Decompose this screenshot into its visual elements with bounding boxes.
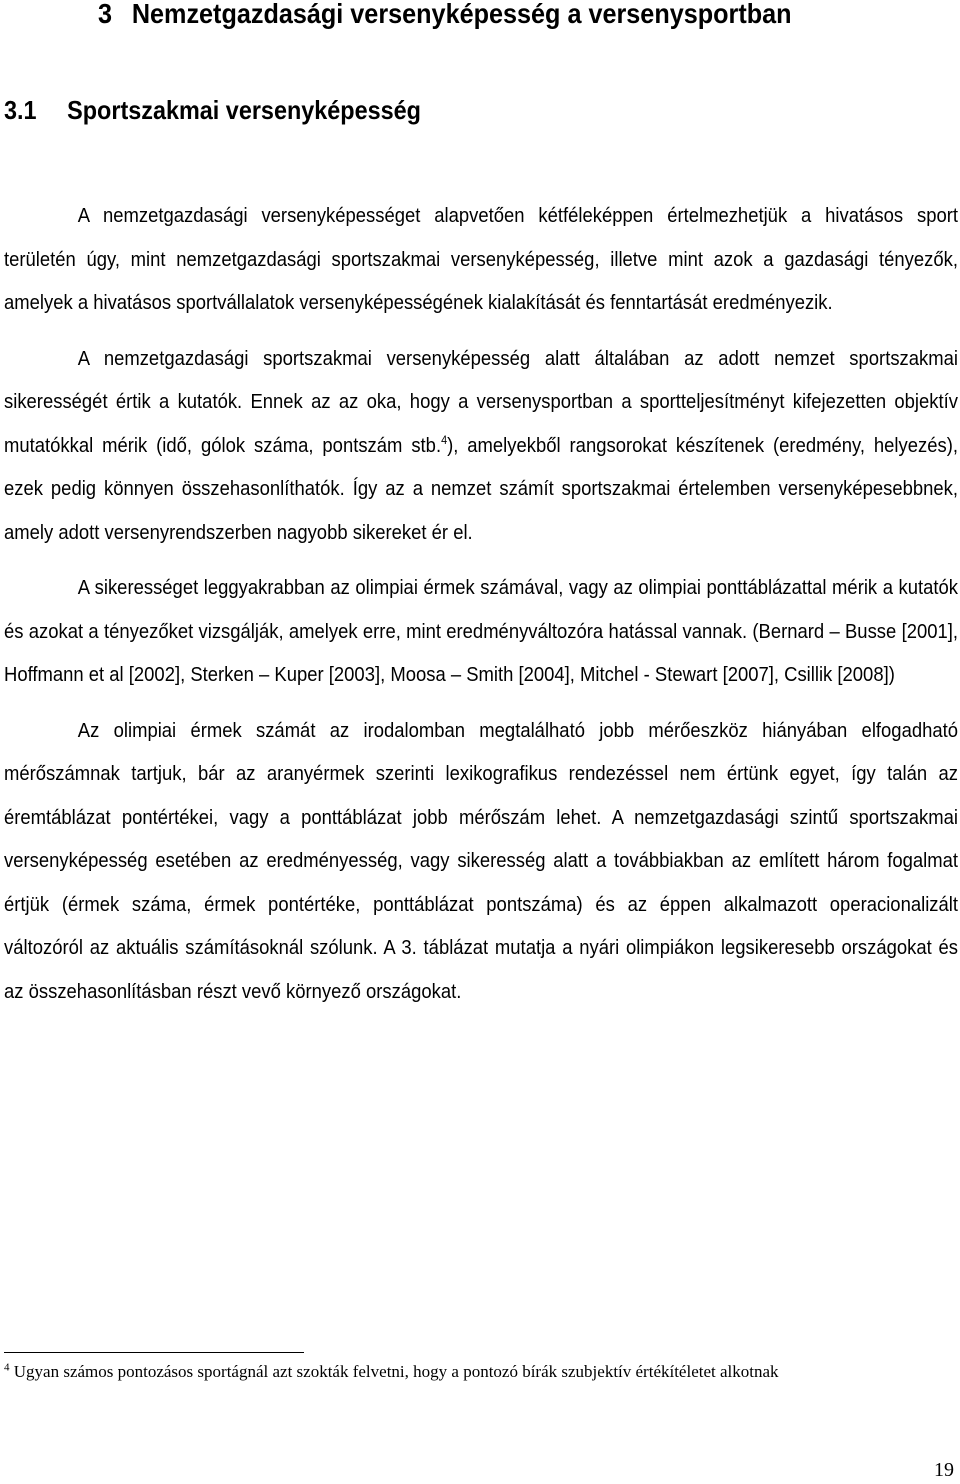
chapter-number: 3: [98, 0, 113, 29]
paragraph-2: [4, 337, 958, 555]
section-heading: [4, 90, 421, 130]
paragraph-2-part-1: A nemzetgazdasági sportszakmai versenyképesség alatt általában az adott nemzet sportszakmai sikerességét értik a kutatók. Ennek az az oka, hogy a versenysportban a sportteljesítményt kifejezetten objektív mutatókkal mérik (idő, gólok száma, pontszám stb.: [4, 346, 959, 457]
chapter-title: Nemzetgazdasági versenyképesség a versenysportban: [131, 0, 792, 29]
footnote-number: 4: [4, 1361, 10, 1374]
chapter-heading: [98, 0, 792, 34]
section-title: Sportszakmai versenyképesség: [67, 95, 421, 125]
paragraph-3: A sikerességet leggyakrabban az olimpiai érmek számával, vagy az olimpiai ponttáblázattal mérik a kutatók és azokat a tényezőket vizsgálják, amelyek erre, mint eredményváltozóra hatással vannak. (Bernard – Busse [2001], Hoffmann et al [2002], Sterken – Kuper [2003], Moosa – Smith [2004], Mitchel - Stewart [2007], Csillik [2008]): [4, 576, 959, 686]
paragraph-1: A nemzetgazdasági versenyképességet alapvetően kétféleképpen értelmezhetjük a hivatásos sport területén úgy, mint nemzetgazdasági sportszakmai versenyképesség, illetve mint azok a gazdasági tényezők, amelyek a hivatásos sportvállalatok versenyképességének kialakítását és fenntartását eredményezik.: [4, 204, 959, 314]
footnote-reference: 4: [441, 432, 448, 447]
section-number: 3.1: [4, 95, 37, 125]
paragraph-4: Az olimpiai érmek számát az irodalomban megtalálható jobb mérőeszköz hiányában elfogadható mérőszámnak tartjuk, bár az aranyérmek szerinti lexikografikus rendezéssel nem értünk egyet, így talán az éremtáblázat pontértékei, vagy a ponttáblázat jobb mérőszám lehet. A nemzetgazdasági szintű sportszakmai versenyképesség esetében az eredményesség, vagy sikeresség alatt a továbbiakban az említett három fogalmat értjük (érmek száma, érmek pontértéke, ponttáblázat pontszáma) és az éppen alkalmazott operacionalizált változóról az aktuális számításoknál szólunk. A 3. táblázat mutatja a nyári olimpiákon legsikeresebb országokat és az összehasonlításban részt vevő környező országokat.: [4, 718, 959, 1003]
page-number: 19: [934, 1459, 954, 1481]
footnote: [4, 1360, 904, 1384]
footnote-text: Ugyan számos pontozásos sportágnál azt szokták felvetni, hogy a pontozó bírák szubjektív értékítéletet alkotnak: [13, 1362, 779, 1381]
footnote-separator: [4, 1352, 304, 1353]
body-text: [4, 194, 958, 1025]
paragraph-2-part-2: ), amelyekből rangsorokat készítenek (eredmény, helyezés), ezek pedig könnyen összehasonlíthatók. Így az a nemzet számít sportszakmai értelemben versenyképesebbnek, amely adott versenyrendszerben nagyobb sikereket ér el.: [4, 433, 958, 544]
